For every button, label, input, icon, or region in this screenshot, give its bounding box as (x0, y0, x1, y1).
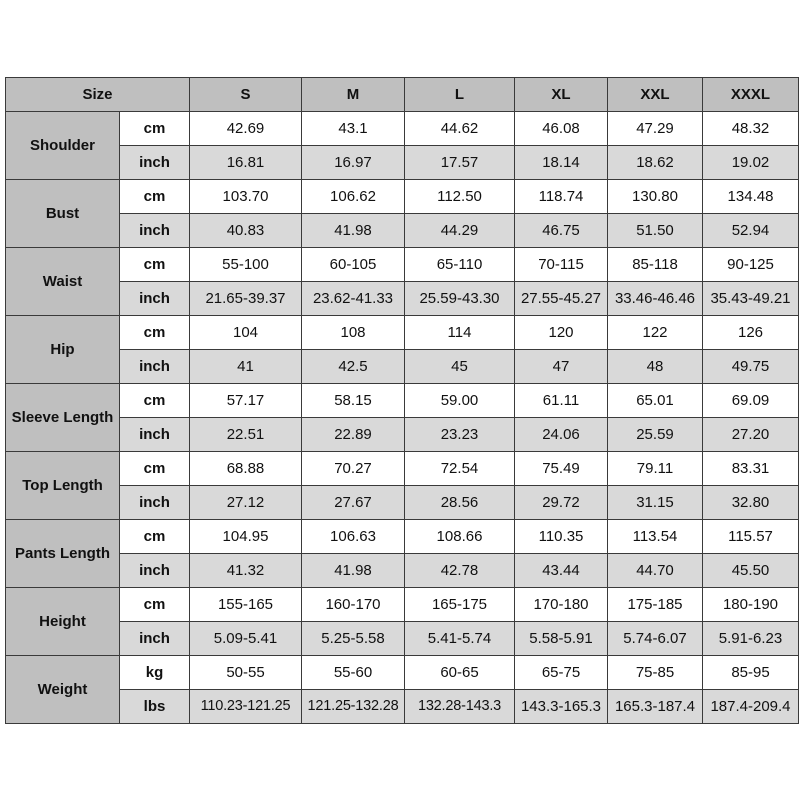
value-cell: 108.66 (405, 520, 515, 554)
value-cell: 106.62 (302, 180, 405, 214)
value-cell: 85-118 (608, 248, 703, 282)
measurement-label: Top Length (6, 452, 120, 520)
unit-label: cm (120, 452, 190, 486)
value-cell: 49.75 (703, 350, 799, 384)
table-row (6, 452, 799, 486)
value-cell: 110.23-121.25 (190, 690, 302, 724)
value-cell: 25.59-43.30 (405, 282, 515, 316)
value-cell: 175-185 (608, 588, 703, 622)
value-cell: 28.56 (405, 486, 515, 520)
value-cell: 170-180 (515, 588, 608, 622)
value-cell: 33.46-46.46 (608, 282, 703, 316)
unit-label: inch (120, 486, 190, 520)
value-cell: 68.88 (190, 452, 302, 486)
table-row (6, 622, 799, 656)
value-cell: 44.70 (608, 554, 703, 588)
value-cell: 65.01 (608, 384, 703, 418)
value-cell: 47.29 (608, 112, 703, 146)
unit-label: cm (120, 180, 190, 214)
table-row (6, 690, 799, 724)
value-cell: 69.09 (703, 384, 799, 418)
measurement-label: Waist (6, 248, 120, 316)
unit-label: inch (120, 282, 190, 316)
value-cell: 27.67 (302, 486, 405, 520)
table-row (6, 384, 799, 418)
value-cell: 18.62 (608, 146, 703, 180)
size-header-m: M (302, 78, 405, 112)
value-cell: 45 (405, 350, 515, 384)
value-cell: 29.72 (515, 486, 608, 520)
value-cell: 48 (608, 350, 703, 384)
table-row (6, 554, 799, 588)
value-cell: 75-85 (608, 656, 703, 690)
unit-label: kg (120, 656, 190, 690)
value-cell: 31.15 (608, 486, 703, 520)
table-row (6, 486, 799, 520)
value-cell: 112.50 (405, 180, 515, 214)
table-row (6, 316, 799, 350)
measurement-label: Hip (6, 316, 120, 384)
value-cell: 22.89 (302, 418, 405, 452)
value-cell: 180-190 (703, 588, 799, 622)
value-cell: 85-95 (703, 656, 799, 690)
value-cell: 126 (703, 316, 799, 350)
value-cell: 130.80 (608, 180, 703, 214)
unit-label: inch (120, 214, 190, 248)
table-row (6, 656, 799, 690)
unit-label: lbs (120, 690, 190, 724)
value-cell: 35.43-49.21 (703, 282, 799, 316)
value-cell: 65-75 (515, 656, 608, 690)
value-cell: 155-165 (190, 588, 302, 622)
table-row (6, 112, 799, 146)
value-cell: 160-170 (302, 588, 405, 622)
value-cell: 75.49 (515, 452, 608, 486)
value-cell: 70-115 (515, 248, 608, 282)
table-row (6, 418, 799, 452)
size-chart-body (6, 78, 799, 724)
value-cell: 5.25-5.58 (302, 622, 405, 656)
value-cell: 83.31 (703, 452, 799, 486)
value-cell: 27.12 (190, 486, 302, 520)
size-header-cell: Size (6, 78, 190, 112)
unit-label: inch (120, 418, 190, 452)
value-cell: 47 (515, 350, 608, 384)
value-cell: 44.62 (405, 112, 515, 146)
value-cell: 58.15 (302, 384, 405, 418)
value-cell: 120 (515, 316, 608, 350)
value-cell: 22.51 (190, 418, 302, 452)
table-row (6, 248, 799, 282)
unit-label: inch (120, 622, 190, 656)
unit-label: cm (120, 316, 190, 350)
value-cell: 23.23 (405, 418, 515, 452)
value-cell: 50-55 (190, 656, 302, 690)
value-cell: 5.41-5.74 (405, 622, 515, 656)
value-cell: 51.50 (608, 214, 703, 248)
table-row (6, 180, 799, 214)
value-cell: 42.5 (302, 350, 405, 384)
value-cell: 43.44 (515, 554, 608, 588)
value-cell: 43.1 (302, 112, 405, 146)
value-cell: 104 (190, 316, 302, 350)
size-header-xxl: XXL (608, 78, 703, 112)
value-cell: 90-125 (703, 248, 799, 282)
value-cell: 79.11 (608, 452, 703, 486)
table-row (6, 146, 799, 180)
value-cell: 48.32 (703, 112, 799, 146)
table-row (6, 350, 799, 384)
value-cell: 42.69 (190, 112, 302, 146)
measurement-label: Pants Length (6, 520, 120, 588)
value-cell: 59.00 (405, 384, 515, 418)
value-cell: 103.70 (190, 180, 302, 214)
value-cell: 25.59 (608, 418, 703, 452)
value-cell: 23.62-41.33 (302, 282, 405, 316)
measurement-label: Bust (6, 180, 120, 248)
value-cell: 106.63 (302, 520, 405, 554)
value-cell: 187.4-209.4 (703, 690, 799, 724)
value-cell: 32.80 (703, 486, 799, 520)
value-cell: 16.81 (190, 146, 302, 180)
size-header-xl: XL (515, 78, 608, 112)
size-header-l: L (405, 78, 515, 112)
value-cell: 60-65 (405, 656, 515, 690)
value-cell: 42.78 (405, 554, 515, 588)
value-cell: 121.25-132.28 (302, 690, 405, 724)
value-cell: 40.83 (190, 214, 302, 248)
value-cell: 18.14 (515, 146, 608, 180)
value-cell: 41 (190, 350, 302, 384)
value-cell: 113.54 (608, 520, 703, 554)
value-cell: 41.32 (190, 554, 302, 588)
size-chart-table (5, 77, 799, 724)
value-cell: 60-105 (302, 248, 405, 282)
value-cell: 17.57 (405, 146, 515, 180)
unit-label: cm (120, 248, 190, 282)
unit-label: cm (120, 112, 190, 146)
value-cell: 61.11 (515, 384, 608, 418)
header-row (6, 78, 799, 112)
value-cell: 165.3-187.4 (608, 690, 703, 724)
value-cell: 5.91-6.23 (703, 622, 799, 656)
unit-label: cm (120, 384, 190, 418)
value-cell: 55-100 (190, 248, 302, 282)
value-cell: 134.48 (703, 180, 799, 214)
value-cell: 41.98 (302, 214, 405, 248)
value-cell: 19.02 (703, 146, 799, 180)
value-cell: 24.06 (515, 418, 608, 452)
value-cell: 41.98 (302, 554, 405, 588)
value-cell: 45.50 (703, 554, 799, 588)
value-cell: 46.08 (515, 112, 608, 146)
unit-label: inch (120, 350, 190, 384)
value-cell: 52.94 (703, 214, 799, 248)
value-cell: 65-110 (405, 248, 515, 282)
value-cell: 5.74-6.07 (608, 622, 703, 656)
value-cell: 5.09-5.41 (190, 622, 302, 656)
measurement-label: Weight (6, 656, 120, 724)
size-header-xxxl: XXXL (703, 78, 799, 112)
unit-label: cm (120, 588, 190, 622)
value-cell: 118.74 (515, 180, 608, 214)
value-cell: 27.20 (703, 418, 799, 452)
measurement-label: Shoulder (6, 112, 120, 180)
value-cell: 104.95 (190, 520, 302, 554)
value-cell: 44.29 (405, 214, 515, 248)
value-cell: 115.57 (703, 520, 799, 554)
unit-label: cm (120, 520, 190, 554)
value-cell: 132.28-143.3 (405, 690, 515, 724)
size-header-s: S (190, 78, 302, 112)
value-cell: 122 (608, 316, 703, 350)
value-cell: 21.65-39.37 (190, 282, 302, 316)
table-row (6, 282, 799, 316)
value-cell: 72.54 (405, 452, 515, 486)
value-cell: 165-175 (405, 588, 515, 622)
value-cell: 16.97 (302, 146, 405, 180)
measurement-label: Height (6, 588, 120, 656)
value-cell: 55-60 (302, 656, 405, 690)
unit-label: inch (120, 554, 190, 588)
measurement-label: Sleeve Length (6, 384, 120, 452)
value-cell: 5.58-5.91 (515, 622, 608, 656)
value-cell: 114 (405, 316, 515, 350)
value-cell: 57.17 (190, 384, 302, 418)
value-cell: 143.3-165.3 (515, 690, 608, 724)
table-row (6, 214, 799, 248)
value-cell: 110.35 (515, 520, 608, 554)
value-cell: 70.27 (302, 452, 405, 486)
value-cell: 27.55-45.27 (515, 282, 608, 316)
value-cell: 46.75 (515, 214, 608, 248)
table-row (6, 520, 799, 554)
unit-label: inch (120, 146, 190, 180)
table-row (6, 588, 799, 622)
value-cell: 108 (302, 316, 405, 350)
